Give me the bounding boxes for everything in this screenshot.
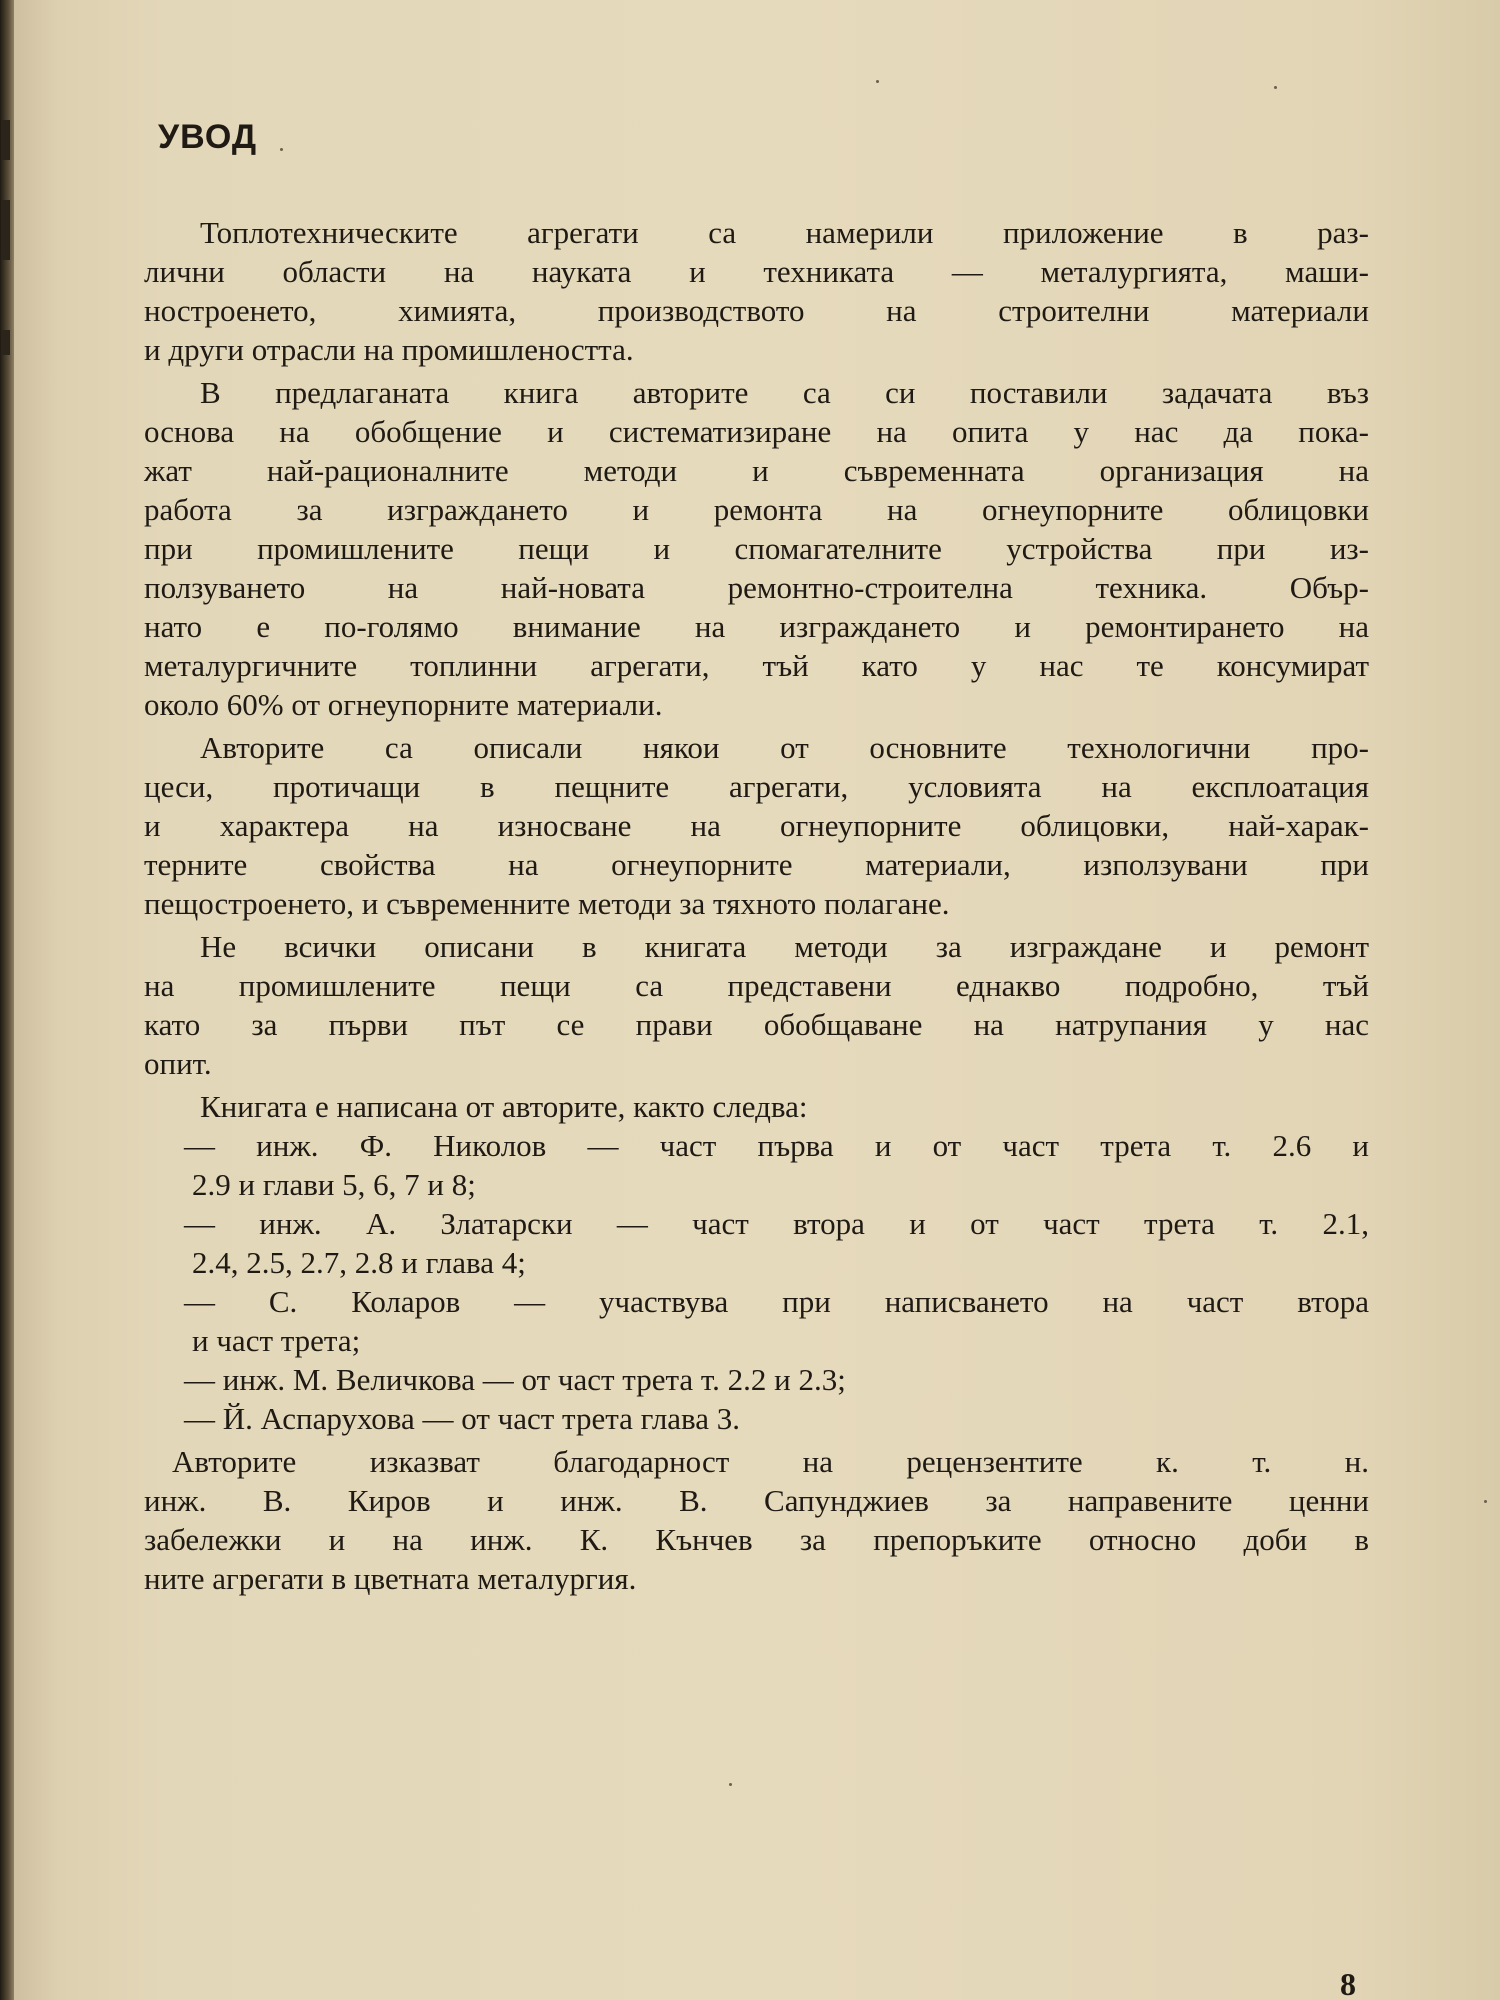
author-entry: — С. Коларов — участвува при написването на част втора bbox=[184, 1284, 1369, 1319]
paragraph-3 bbox=[144, 728, 1369, 923]
text-line: жат най-рационалните методи и съвременната организация на bbox=[144, 453, 1369, 488]
paper-speck bbox=[1484, 1500, 1487, 1503]
text-line: забележки и на инж. К. Кънчев за препоръките относно доби в bbox=[144, 1522, 1369, 1557]
text-line: ните агрегати в цветната металургия. bbox=[144, 1561, 637, 1596]
author-entry: — инж. А. Златарски — част втора и от част трета т. 2.1, bbox=[184, 1206, 1369, 1241]
text-line: инж. В. Киров и инж. В. Сапунджиев за направените ценни bbox=[144, 1483, 1369, 1518]
authors-list bbox=[144, 1087, 1369, 1438]
book-page bbox=[14, 0, 1500, 2000]
text-line: като за първи път се прави обобщаване на натрупания у нас bbox=[144, 1007, 1369, 1042]
paragraph-2 bbox=[144, 373, 1369, 724]
author-entry-continuation: 2.4, 2.5, 2.7, 2.8 и глава 4; bbox=[192, 1245, 526, 1280]
authors-intro: Книгата е написана от авторите, както следва: bbox=[200, 1089, 808, 1124]
text-line: и характера на износване на огнеупорните облицовки, най-харак- bbox=[144, 808, 1369, 843]
text-line: В предлаганата книга авторите са си поставили задачата въз bbox=[200, 375, 1369, 410]
page-title: УВОД bbox=[158, 118, 258, 156]
text-line: на промишлените пещи са представени еднакво подробно, тъй bbox=[144, 968, 1369, 1003]
paper-speck bbox=[876, 80, 879, 83]
text-line: ползуването на най-новата ремонтно-строителна техника. Обър- bbox=[144, 570, 1369, 605]
text-line: пещостроенето, и съвременните методи за тяхното полагане. bbox=[144, 886, 950, 921]
text-line: Авторите изказват благодарност на рецензентите к. т. н. bbox=[172, 1444, 1369, 1479]
page-number: 8 bbox=[1340, 1966, 1356, 2000]
text-line: опит. bbox=[144, 1046, 212, 1081]
spine-shadow bbox=[2, 120, 10, 160]
paper-speck bbox=[1274, 86, 1277, 89]
author-entry: — Й. Аспарухова — от част трета глава 3. bbox=[184, 1401, 741, 1436]
author-entry: — инж. М. Величкова — от част трета т. 2.2 и 2.3; bbox=[184, 1362, 846, 1397]
text-line: ностроенето, химията, производството на строителни материали bbox=[144, 293, 1369, 328]
text-line: работа за изграждането и ремонта на огнеупорните облицовки bbox=[144, 492, 1369, 527]
paper-speck bbox=[729, 1783, 732, 1786]
text-line: при промишлените пещи и спомагателните устройства при из- bbox=[144, 531, 1369, 566]
author-entry-continuation: 2.9 и глави 5, 6, 7 и 8; bbox=[192, 1167, 476, 1202]
author-entry: — инж. Ф. Николов — част първа и от част трета т. 2.6 и bbox=[184, 1128, 1369, 1163]
text-line: цеси, протичащи в пещните агрегати, условията на експлоатация bbox=[144, 769, 1369, 804]
spine-shadow bbox=[2, 200, 10, 260]
text-line: Топлотехническите агрегати са намерили приложение в раз- bbox=[200, 215, 1369, 250]
text-line: Авторите са описали някои от основните технологични про- bbox=[200, 730, 1369, 765]
text-line: металургичните топлинни агрегати, тъй като у нас те консумират bbox=[144, 648, 1369, 683]
text-line: нато е по-голямо внимание на изграждането и ремонтирането на bbox=[144, 609, 1369, 644]
paragraph-4 bbox=[144, 927, 1369, 1083]
page-text bbox=[144, 118, 1369, 1602]
book-spine bbox=[0, 0, 14, 2000]
text-line: основа на обобщение и систематизиране на опита у нас да пока- bbox=[144, 414, 1369, 449]
text-line: и други отрасли на промишлеността. bbox=[144, 332, 634, 367]
spine-shadow bbox=[2, 330, 10, 355]
text-line: около 60% от огнеупорните материали. bbox=[144, 687, 663, 722]
paragraph-1 bbox=[144, 213, 1369, 369]
text-line: лични области на науката и техниката — металургията, маши- bbox=[144, 254, 1369, 289]
author-entry-continuation: и част трета; bbox=[192, 1323, 361, 1358]
text-line: Не всички описани в книгата методи за изграждане и ремонт bbox=[200, 929, 1369, 964]
text-line: терните свойства на огнеупорните материали, използувани при bbox=[144, 847, 1369, 882]
acknowledgement bbox=[144, 1442, 1369, 1598]
